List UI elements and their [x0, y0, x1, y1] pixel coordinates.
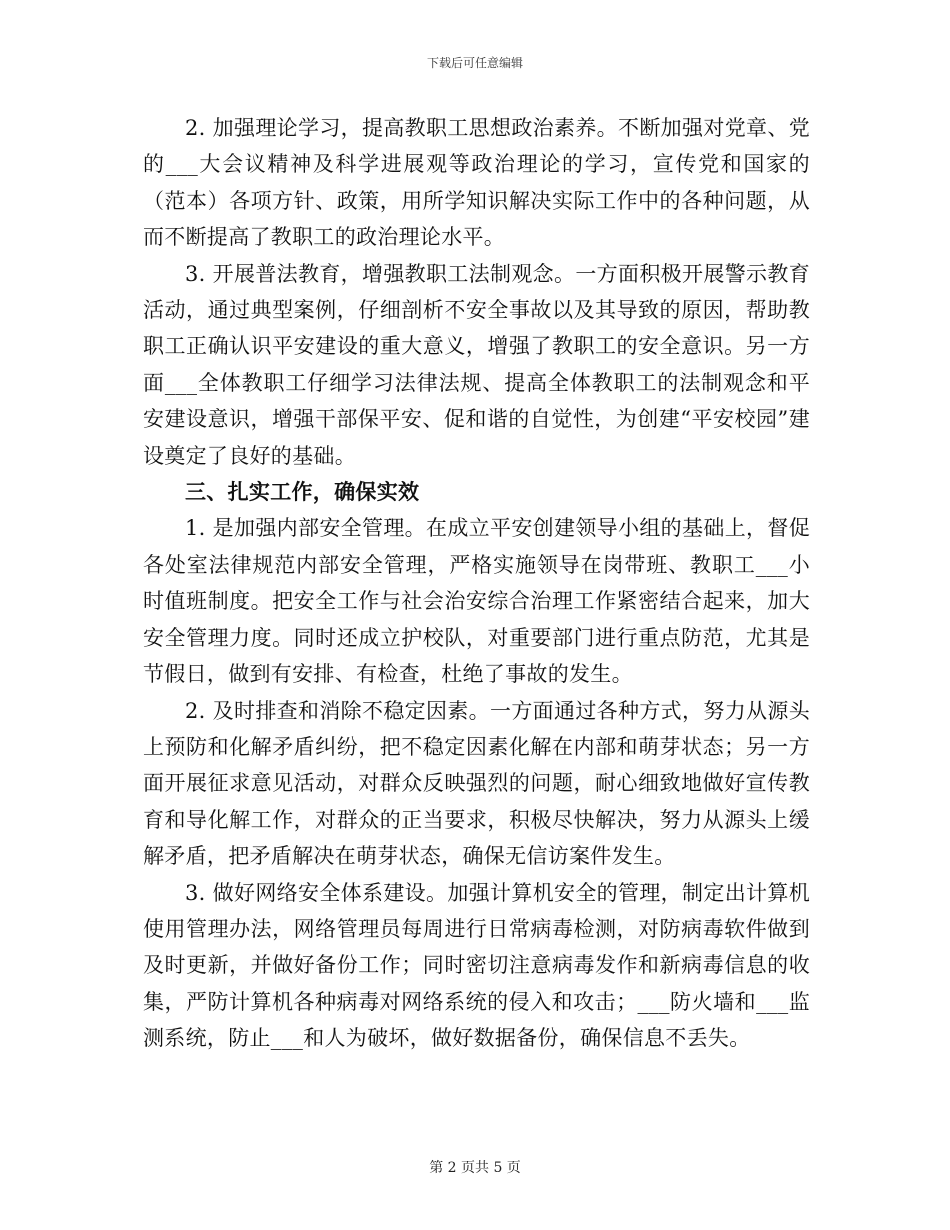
page-header: 下载后可任意编辑 [426, 56, 523, 70]
paragraph: 1. 是加强内部安全管理。在成立平安创建领导小组的基础上，督促各处室法律规范内部安全管理，严格实施领导在岗带班、教职工___小时值班制度。把安全工作与社会治安综合治理工作紧密结合起来，加大安全管理力度。同时还成立护校队，对重要部门进行重点防范，尤其是节假日，做到有安排、有检查，杜绝了事故的发生。 [143, 516, 810, 687]
paragraph: 2. 加强理论学习，提高教职工思想政治素养。不断加强对党章、党的___大会议精神及科学进展观等政治理论的学习，宣传党和国家的（范本）各项方针、政策，用所学知识解决实际工作中的各种问题，从而不断提高了教职工的政治理论水平。 [143, 116, 810, 250]
page-footer: 第 2 页共 5 页 [429, 1160, 521, 1176]
paragraph: 2. 及时排查和消除不稳定因素。一方面通过各种方式，努力从源头上预防和化解矛盾纠纷，把不稳定因素化解在内部和萌芽状态；另一方面开展征求意见活动，对群众反映强烈的问题，耐心细致地做好宣传教育和导化解工作，对群众的正当要求，积极尽快解决，努力从源头上缓解矛盾，把矛盾解决在萌芽状态，确保无信访案件发生。 [143, 698, 810, 869]
paragraph: 3. 做好网络安全体系建设。加强计算机安全的管理，制定出计算机使用管理办法，网络管理员每周进行日常病毒检测，对防病毒软件做到及时更新，并做好备份工作；同时密切注意病毒发作和新病毒信息的收集，严防计算机各种病毒对网络系统的侵入和攻击；___防火墙和___监测系统，防止___和人为破坏，做好数据备份，确保信息不丢失。 [143, 880, 810, 1051]
section-heading: 三、扎实工作，确保实效 [185, 479, 420, 505]
document-body [143, 110, 810, 1057]
paragraph: 3. 开展普法教育，增强教职工法制观念。一方面积极开展警示教育活动，通过典型案例，仔细剖析不安全事故以及其导致的原因，帮助教职工正确认识平安建设的重大意义，增强了教职工的安全意识。另一方面___全体教职工仔细学习法律法规、提高全体教职工的法制观念和平安建设意识，增强干部保平安、促和谐的自觉性，为创建“平安校园”建设奠定了良好的基础。 [143, 261, 810, 468]
